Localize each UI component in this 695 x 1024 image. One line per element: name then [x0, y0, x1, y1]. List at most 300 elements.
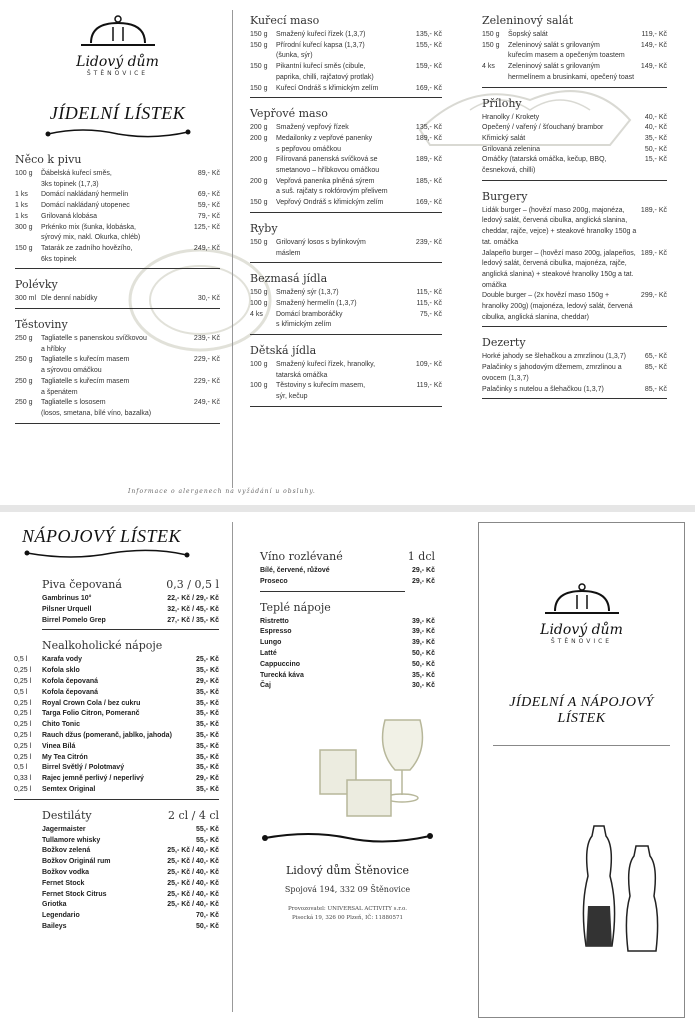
drink-price: 39,- Kč — [412, 617, 435, 625]
item-price: 75,- Kč — [419, 310, 442, 318]
drinks-column-1 — [14, 526, 219, 933]
item-name: Hranolky / Krokety — [482, 113, 540, 121]
item-price: 65,- Kč — [644, 353, 667, 361]
item-weight: 150 g — [250, 31, 268, 38]
drink-name: Božkov zelená — [42, 847, 91, 855]
menu-section — [15, 278, 220, 309]
item-weight: 4 ks — [482, 63, 495, 71]
item-price: 159,- Kč — [415, 63, 442, 71]
item-name: a hříbky — [41, 345, 66, 353]
item-weight — [250, 166, 276, 177]
section-rule — [482, 398, 667, 399]
menu-item — [15, 201, 220, 212]
menu-section — [15, 318, 220, 424]
drink-name: Lungo — [260, 639, 282, 647]
item-weight: 250 g — [15, 335, 33, 343]
menu-item — [15, 169, 220, 180]
hot-drinks-section — [260, 601, 435, 693]
drink-name: Baileys — [42, 922, 67, 930]
menu-item — [482, 41, 667, 52]
item-weight: 300 ml — [15, 295, 37, 303]
drink-price: 32,- Kč / 45,- Kč — [167, 605, 219, 613]
drink-price: 35,- Kč — [196, 721, 219, 729]
wine-header — [260, 550, 435, 566]
item-name: 3ks topinek (1,7,3) — [41, 180, 99, 188]
section-title: Bezmasá jídla — [250, 272, 328, 286]
drink-price: 35,- Kč — [412, 671, 435, 679]
item-price: 249,- Kč — [193, 399, 220, 407]
item-weight: 200 g — [250, 156, 268, 164]
drink-item — [42, 879, 219, 890]
item-name: Těstoviny s kuřecím masem, — [276, 382, 366, 390]
drink-price: 35,- Kč — [196, 699, 219, 707]
drink-item — [42, 846, 219, 857]
drink-price: 29,- Kč — [196, 677, 219, 685]
operator-name: Provozovatel: UNIVERSAL ACTIVITY s.r.o. — [288, 906, 407, 913]
drink-name: Pilsner Urquell — [42, 605, 92, 613]
spirits-section — [42, 809, 219, 933]
drink-item — [14, 688, 219, 699]
contact-name: Lidový dům Štěnovice — [285, 864, 410, 878]
drink-item — [260, 649, 435, 660]
drink-item — [42, 857, 219, 868]
section-rule — [482, 180, 667, 181]
drink-price: 35,- Kč — [196, 742, 219, 750]
item-weight — [250, 320, 276, 331]
cover-title-line2: LÍSTEK — [557, 711, 606, 726]
item-price: 119,- Kč — [416, 382, 442, 390]
menu-item — [250, 84, 442, 95]
drink-item — [42, 911, 219, 922]
soft-drinks-title: Nealkoholické nápoje — [42, 639, 163, 653]
section-rule — [482, 87, 667, 88]
section-rule — [250, 97, 442, 98]
drink-price: 29,- Kč — [196, 775, 219, 783]
drink-name: Vinea Bílá — [42, 742, 76, 750]
drink-item — [14, 720, 219, 731]
menu-item — [15, 366, 220, 377]
menu-section — [482, 336, 667, 399]
drink-item — [14, 709, 219, 720]
item-name: tatarská omáčka — [276, 371, 328, 379]
drink-price: 50,- Kč — [412, 660, 435, 668]
drinks-menu-sheet — [0, 512, 695, 1024]
menu-item — [15, 345, 220, 356]
item-price: 229,- Kč — [193, 356, 220, 364]
cloche-fork-knife-icon — [537, 583, 627, 617]
item-name: paprika, chilli, rajčatový protlak) — [276, 73, 374, 81]
menu-item — [15, 233, 220, 244]
drink-price: 70,- Kč — [196, 912, 219, 920]
menu-section — [250, 14, 442, 98]
section-rule — [250, 212, 442, 213]
column-divider — [232, 522, 233, 1012]
drink-name: Legendario — [42, 912, 80, 920]
drink-volume: 0,25 l — [14, 785, 32, 793]
menu-item — [482, 73, 667, 84]
drink-item — [260, 660, 435, 671]
drink-name: Cappuccino — [260, 660, 301, 668]
drink-name: Espresso — [260, 628, 292, 636]
item-price: 40,- Kč — [644, 124, 667, 132]
section-rule — [250, 334, 442, 335]
menu-item — [250, 392, 442, 403]
item-price: 89,- Kč — [197, 170, 220, 177]
food-sections-col3 — [482, 14, 667, 399]
item-price: 239,- Kč — [415, 238, 442, 246]
item-name: Smažený hermelín (1,3,7) — [276, 299, 357, 307]
drink-name: Čaj — [260, 682, 271, 690]
item-weight: 200 g — [250, 124, 268, 132]
item-price: 169,- Kč — [415, 199, 442, 207]
item-price: 125,- Kč — [193, 223, 220, 231]
section-title: Něco k pivu — [15, 153, 82, 166]
item-weight: 1 ks — [15, 212, 28, 220]
spirits-list — [42, 825, 219, 933]
cover-title-line1: JÍDELNÍ A NÁPOJOVÝ — [509, 695, 654, 710]
item-name: Smažený kuřecí řízek (1,3,7) — [276, 31, 366, 38]
contact-block — [260, 864, 435, 921]
drink-name: Bílé, červené, růžové — [260, 567, 330, 574]
drink-price: 35,- Kč — [196, 764, 219, 772]
drink-item — [260, 638, 435, 649]
menu-item — [482, 249, 667, 292]
item-weight — [15, 409, 41, 420]
drink-price: 30,- Kč — [412, 682, 435, 690]
drink-item — [14, 785, 219, 796]
soft-drinks-section — [14, 639, 219, 799]
item-weight: 100 g — [250, 299, 268, 307]
item-weight — [250, 187, 276, 198]
wine-list — [260, 566, 435, 588]
item-name: Jalapeño burger – (hovězí maso 200g, jalapeños, ledový salát, červená cibulka, majonéza, rajče, anglická slanina) + steakové hranolky 150g a tat. omáčka — [482, 249, 636, 289]
menu-item — [250, 145, 442, 156]
section-title: Vepřové maso — [250, 107, 328, 121]
item-price: 155,- Kč — [415, 41, 442, 49]
drink-price: 29,- Kč — [412, 577, 435, 585]
item-price: 50,- Kč — [644, 145, 667, 153]
item-weight — [250, 249, 276, 260]
drink-item — [14, 655, 219, 666]
drink-volume: 0,25 l — [14, 677, 32, 685]
drink-volume: 0,25 l — [14, 699, 32, 707]
item-price: 69,- Kč — [197, 191, 220, 199]
item-price: 189,- Kč — [640, 249, 667, 257]
item-price: 189,- Kč — [415, 134, 442, 142]
item-name: sýr, kečup — [276, 393, 308, 401]
item-weight: 1 ks — [15, 202, 28, 210]
menu-item — [250, 73, 442, 84]
section-rule — [15, 423, 220, 424]
item-name: kuřecím masem a opečeným toastem — [508, 52, 625, 60]
menu-item — [15, 223, 220, 234]
drink-item — [42, 900, 219, 911]
drink-item — [14, 666, 219, 677]
item-name: (losos, smetana, bílé víno, bazalka) — [41, 409, 152, 417]
item-name: s pepřovou omáčkou — [276, 145, 341, 153]
drink-item — [42, 890, 219, 901]
drink-price: 25,- Kč / 40,- Kč — [167, 879, 219, 887]
drink-volume: 0,25 l — [14, 731, 32, 739]
cover-panel — [478, 522, 685, 1018]
item-name: Medailonky z vepřové panenky — [276, 134, 373, 142]
item-name: Tatarák ze zadního hovězího, — [41, 244, 133, 252]
drink-item — [260, 681, 435, 692]
glasses-illustration-icon — [315, 710, 445, 820]
menu-item — [482, 134, 667, 145]
item-price: 185,- Kč — [415, 177, 442, 185]
item-name: Prkénko mix (šunka, klobáska, — [41, 223, 136, 231]
item-price: 135,- Kč — [415, 124, 442, 132]
beer-header — [42, 578, 219, 594]
section-rule — [14, 799, 219, 800]
drink-volume: 0,33 l — [14, 775, 32, 783]
menu-item — [250, 62, 442, 73]
menu-item — [15, 180, 220, 191]
item-name: Grilovaná zelenina — [482, 145, 540, 153]
drink-volume: 0,5 l — [14, 656, 28, 664]
drink-name: Fernet Stock Citrus — [42, 890, 107, 898]
drink-price: 25,- Kč / 40,- Kč — [167, 890, 219, 898]
item-price: 79,- Kč — [197, 212, 220, 220]
item-weight — [250, 392, 276, 403]
item-price: 169,- Kč — [415, 84, 442, 92]
menu-item — [250, 249, 442, 260]
drink-name: Rajec jemně perlivý / neperlivý — [42, 775, 144, 783]
menu-item — [15, 190, 220, 201]
item-weight — [15, 345, 41, 356]
item-name: máslem — [276, 249, 301, 257]
drink-name: Proseco — [260, 577, 288, 585]
drink-item — [42, 922, 219, 933]
flourish-divider-icon — [22, 547, 192, 561]
section-rule — [15, 308, 220, 309]
drink-volume: 0,5 l — [14, 764, 28, 772]
drink-name: Tullamore whisky — [42, 836, 101, 844]
menu-item — [482, 51, 667, 62]
menu-item — [482, 113, 667, 124]
item-name: Šopský salát — [508, 31, 548, 38]
item-price: 239,- Kč — [193, 335, 220, 343]
drinks-column-2 — [260, 550, 435, 921]
menu-item — [15, 355, 220, 366]
logo-name: Lidový dům — [76, 54, 159, 70]
food-sections-col2 — [250, 14, 442, 407]
drink-item — [260, 577, 435, 588]
item-weight: 150 g — [15, 244, 33, 252]
item-name: česneková, chilli) — [482, 167, 536, 175]
item-name: Dle denní nabídky — [41, 295, 98, 303]
menu-item — [15, 244, 220, 255]
item-weight — [250, 371, 276, 382]
menu-item — [250, 134, 442, 145]
item-weight — [482, 51, 508, 62]
section-title: Přílohy — [482, 96, 522, 110]
item-price: 229,- Kč — [193, 377, 220, 385]
wine-size: 1 dcl — [407, 550, 435, 563]
item-weight — [15, 180, 41, 191]
drink-item — [14, 763, 219, 774]
menu-item — [250, 41, 442, 52]
drink-price: 25,- Kč — [196, 656, 219, 664]
section-rule — [42, 629, 219, 630]
menu-section — [250, 107, 442, 213]
item-price: 35,- Kč — [644, 134, 667, 142]
item-name: s křimickým zelím — [276, 321, 332, 329]
menu-section — [482, 14, 667, 88]
item-name: Pikantní kuřecí směs (cibule, — [276, 63, 366, 71]
drinks-heading-block — [22, 526, 219, 566]
section-rule — [482, 326, 667, 327]
item-name: Přírodní kuřecí kapsa (1,3,7) — [276, 41, 365, 49]
drink-price: 22,- Kč / 29,- Kč — [167, 595, 219, 602]
menu-item — [482, 206, 667, 249]
drink-price: 35,- Kč — [196, 688, 219, 696]
menu-item — [250, 166, 442, 177]
item-weight: 150 g — [482, 31, 500, 38]
column-divider — [232, 10, 233, 488]
item-weight: 250 g — [15, 399, 33, 407]
menu-item — [482, 166, 667, 177]
drink-price: 29,- Kč — [412, 567, 435, 574]
flourish-divider-icon — [43, 126, 193, 140]
drink-item — [42, 594, 219, 605]
menu-item — [250, 320, 442, 331]
item-name: Zeleninový salát s grilovaným — [508, 63, 600, 71]
menu-section — [15, 153, 220, 269]
menu-item — [15, 377, 220, 388]
drink-volume: 0,25 l — [14, 710, 32, 718]
logo-place: ŠTĚNOVICE — [86, 70, 149, 77]
drink-volume: 0,25 l — [14, 721, 32, 729]
drink-price: 25,- Kč / 40,- Kč — [167, 901, 219, 909]
drink-item — [42, 825, 219, 836]
drinks-heading: NÁPOJOVÝ LÍSTEK — [22, 526, 182, 546]
menu-item — [250, 30, 442, 41]
item-name: a špenátem — [41, 388, 78, 396]
menu-item — [250, 360, 442, 371]
cover-logo-name: Lidový dům — [540, 622, 623, 638]
cover-logo-place: ŠTĚNOVICE — [550, 638, 613, 645]
item-price: 119,- Kč — [641, 31, 667, 38]
drink-name: Targa Folio Citron, Pomeranč — [42, 710, 140, 718]
item-name: Smažený vepřový řízek — [276, 124, 349, 132]
spirits-sizes: 2 cl / 4 cl — [167, 808, 219, 822]
item-price: 85,- Kč — [644, 385, 667, 393]
drink-item — [260, 627, 435, 638]
item-weight: 100 g — [250, 361, 268, 369]
section-title: Kuřecí maso — [250, 14, 320, 27]
drink-item — [14, 699, 219, 710]
drink-price: 25,- Kč / 40,- Kč — [167, 868, 219, 876]
menu-item — [482, 291, 667, 323]
menu-item — [15, 294, 220, 305]
drink-name: Chito Tonic — [42, 721, 80, 729]
item-weight: 150 g — [482, 41, 500, 49]
item-name: Domácí nakládaný utopenec — [41, 202, 130, 210]
soft-drinks-list — [14, 655, 219, 795]
section-rule — [250, 262, 442, 263]
drink-name: My Tea Citrón — [42, 753, 88, 761]
item-name: Tagliatelle s panenskou svíčkovou — [41, 335, 147, 343]
food-sections-col1 — [15, 153, 220, 424]
item-weight: 1 ks — [15, 191, 28, 199]
drink-name: Božkov Originál rum — [42, 858, 111, 866]
item-name: Vepřový Ondráš s křimickým zelím — [276, 199, 384, 207]
drink-item — [260, 566, 435, 577]
menu-item — [250, 177, 442, 188]
menu-item — [482, 352, 667, 363]
item-name: Filírovaná panenská svíčková se — [276, 156, 378, 164]
drink-volume: 0,5 l — [14, 688, 28, 696]
drink-item — [14, 742, 219, 753]
item-weight — [250, 73, 276, 84]
item-name: (šunka, sýr) — [276, 52, 313, 60]
item-name: Palačinky s nutelou a šlehačkou (1,3,7) — [482, 385, 604, 393]
beer-sizes: 0,3 / 0,5 l — [166, 578, 219, 591]
drink-item — [42, 616, 219, 627]
item-weight: 150 g — [250, 41, 268, 49]
item-weight: 250 g — [15, 356, 33, 364]
menu-section — [250, 344, 442, 407]
salt-pepper-mill-icon — [574, 816, 684, 956]
food-menu-heading: JÍDELNÍ LÍSTEK — [49, 103, 186, 123]
drink-volume: 0,25 l — [14, 753, 32, 761]
item-price: 109,- Kč — [415, 361, 442, 369]
drink-price: 27,- Kč / 35,- Kč — [167, 616, 219, 624]
drink-name: Latté — [260, 649, 277, 657]
section-rule — [15, 268, 220, 269]
section-title: Dětská jídla — [250, 344, 317, 358]
item-weight: 150 g — [250, 84, 268, 92]
item-name: Zeleninový salát s grilovaným — [508, 41, 600, 49]
drink-item — [260, 671, 435, 682]
item-name: 6ks topinek — [41, 255, 77, 263]
item-name: Tagliatelle s kuřecím masem — [41, 377, 130, 385]
item-name: Lidák burger – (hovězí maso 200g, majonéza, ledový salát, červená cibulka, anglická slanina, cheddar, rajče, vejce) + steakové hranolky 150g a tat. omáčka — [482, 206, 637, 246]
menu-section — [482, 97, 667, 181]
drink-name: Jagermaister — [42, 825, 86, 833]
item-price: 85,- Kč — [644, 364, 667, 372]
item-weight: 200 g — [250, 134, 268, 142]
menu-item — [482, 62, 667, 73]
flourish-divider-icon — [260, 830, 435, 846]
item-weight — [482, 73, 508, 84]
item-price: 59,- Kč — [197, 202, 220, 210]
beer-list — [42, 594, 219, 626]
menu-item — [15, 388, 220, 399]
item-weight: 4 ks — [250, 310, 263, 318]
drink-item — [14, 731, 219, 742]
drink-name: Rauch džus (pomeranč, jablko, jahoda) — [42, 731, 172, 739]
item-price: 299,- Kč — [640, 292, 667, 300]
contact-address: Spojová 194, 332 09 Štěnovice — [284, 885, 411, 895]
drink-name: Griotka — [42, 901, 67, 909]
menu-item — [250, 51, 442, 62]
wine-title: Víno rozlévané — [260, 550, 343, 563]
drink-item — [14, 753, 219, 764]
drink-price: 35,- Kč — [196, 731, 219, 739]
cloche-fork-knife-icon — [73, 15, 163, 49]
drink-name: Božkov vodka — [42, 868, 90, 876]
drink-price: 55,- Kč — [196, 825, 219, 833]
drink-price: 35,- Kč — [196, 785, 219, 793]
drink-price: 55,- Kč — [196, 836, 219, 844]
drink-name: Ristretto — [260, 617, 289, 625]
item-weight: 100 g — [250, 382, 268, 390]
item-name: Domácí nakládaný hermelín — [41, 191, 129, 199]
menu-item — [482, 145, 667, 156]
